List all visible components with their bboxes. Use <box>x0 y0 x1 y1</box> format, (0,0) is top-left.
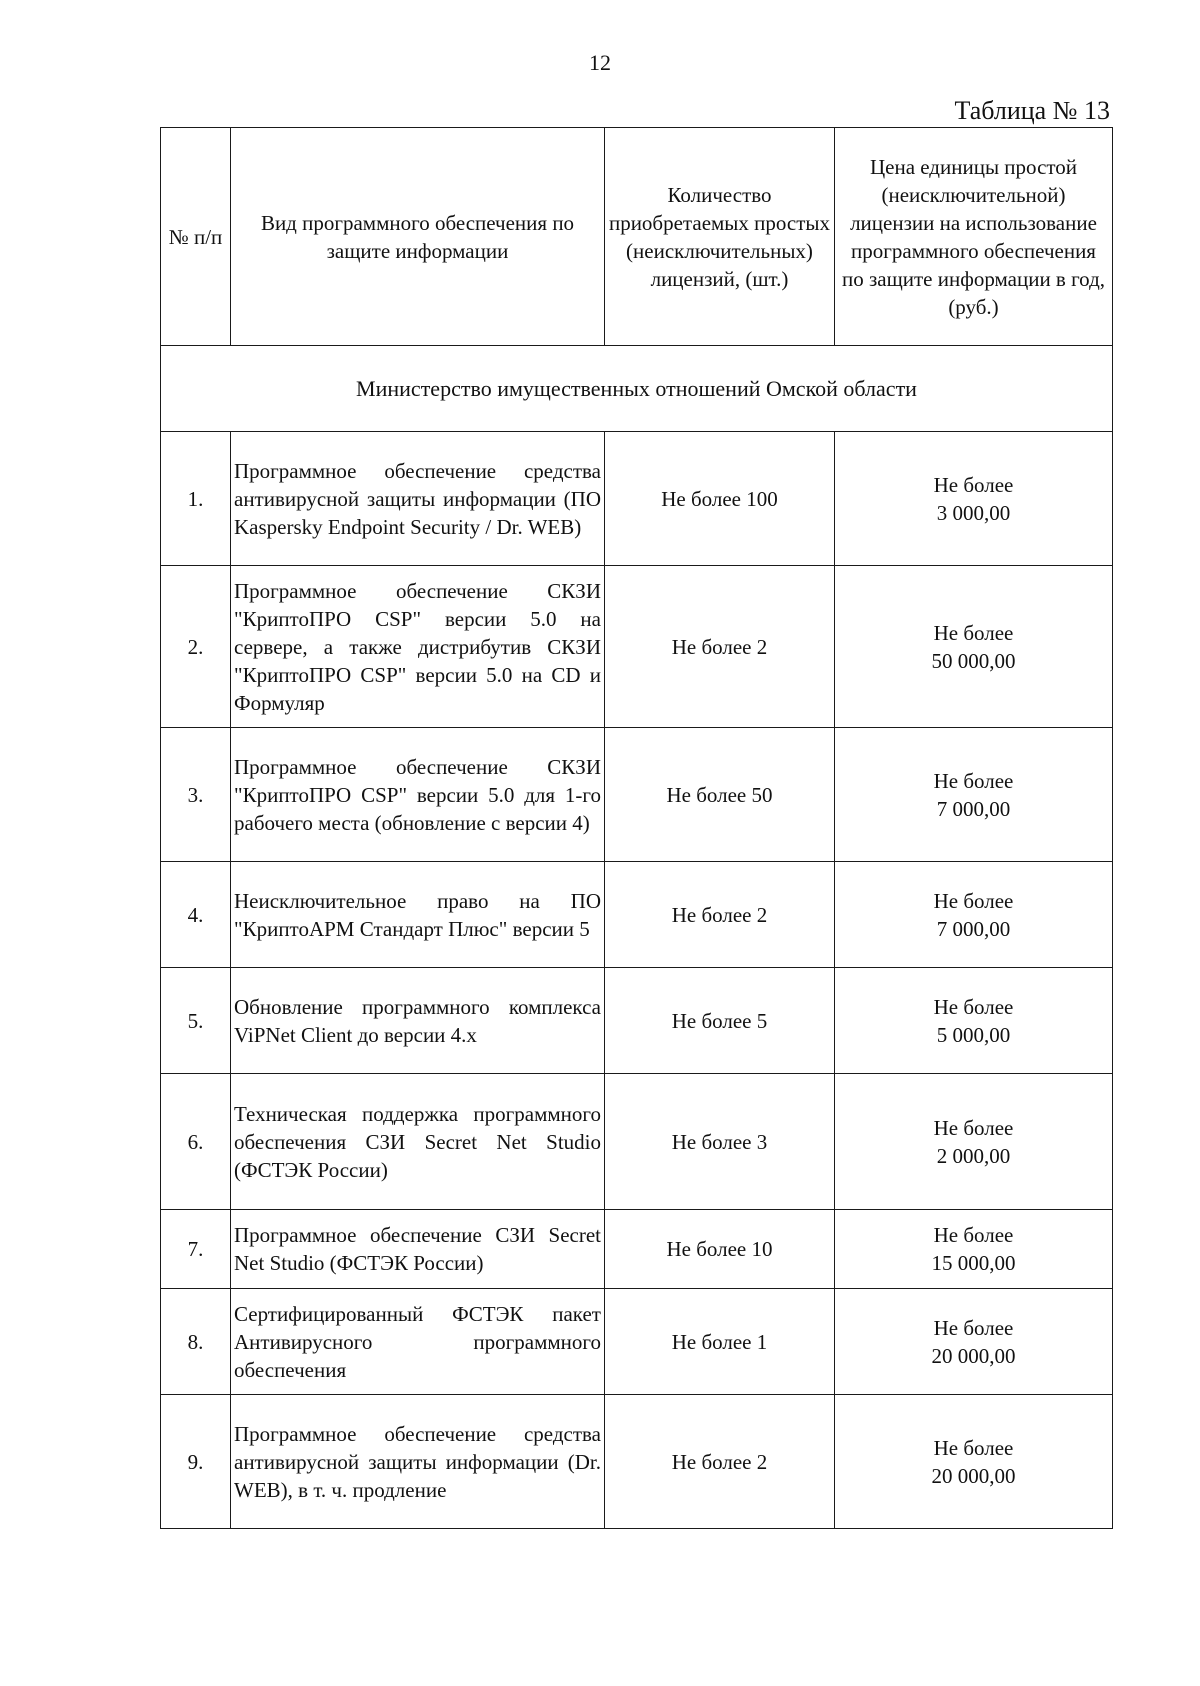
price-label: Не более <box>933 1115 1014 1140</box>
price-label: Не более <box>933 768 1014 793</box>
table-row <box>161 728 1113 862</box>
row-price <box>835 566 1113 728</box>
row-num: 1. <box>161 432 231 566</box>
price-label: Не более <box>933 1315 1014 1340</box>
row-name: Программное обеспечение средства антивирусной защиты информации (ПО Kaspersky Endpoint Security / Dr. WEB) <box>231 432 605 566</box>
row-qty: Не более 100 <box>605 432 835 566</box>
price-value: 20 000,00 <box>931 1343 1016 1368</box>
row-qty: Не более 3 <box>605 1074 835 1210</box>
row-qty: Не более 50 <box>605 728 835 862</box>
price-value: 5 000,00 <box>936 1022 1011 1047</box>
price-value: 20 000,00 <box>931 1463 1016 1488</box>
row-price <box>835 432 1113 566</box>
table-row <box>161 1395 1113 1529</box>
row-price <box>835 1395 1113 1529</box>
row-num: 4. <box>161 862 231 968</box>
price-value: 15 000,00 <box>931 1251 1016 1275</box>
table-row <box>161 432 1113 566</box>
table-row <box>161 1289 1113 1395</box>
row-name: Неисключительное право на ПО "КриптоАРМ Стандарт Плюс" версии 5 <box>231 862 605 968</box>
page-number: 12 <box>589 50 611 75</box>
row-num: 9. <box>161 1395 231 1529</box>
row-qty: Не более 2 <box>605 1395 835 1529</box>
price-value: 3 000,00 <box>936 500 1011 525</box>
table-header-row <box>161 128 1113 346</box>
row-num: 6. <box>161 1074 231 1210</box>
price-value: 50 000,00 <box>931 648 1016 673</box>
header-price: Цена единицы простой (неисключительной) лицензии на использование программного обеспечения по защите информации в год, (руб.) <box>835 128 1113 346</box>
header-num: № п/п <box>161 128 231 346</box>
price-value: 7 000,00 <box>936 796 1011 821</box>
row-num: 2. <box>161 566 231 728</box>
row-name: Сертифицированный ФСТЭК пакет Антивирусного программного обеспечения <box>231 1289 605 1395</box>
price-label: Не более <box>933 994 1014 1019</box>
table-caption: Таблица № 13 <box>954 96 1110 125</box>
price-value: 2 000,00 <box>936 1143 1011 1168</box>
row-price <box>835 1210 1113 1289</box>
price-label: Не более <box>933 1435 1014 1460</box>
row-price <box>835 968 1113 1074</box>
row-qty: Не более 5 <box>605 968 835 1074</box>
row-num: 7. <box>161 1210 231 1289</box>
header-qty: Количество приобретаемых простых (неисключительных) лицензий, (шт.) <box>605 128 835 346</box>
row-price <box>835 1074 1113 1210</box>
row-name: Техническая поддержка программного обеспечения СЗИ Secret Net Studio (ФСТЭК России) <box>231 1074 605 1210</box>
row-name: Программное обеспечение СКЗИ "КриптоПРО CSP" версии 5.0 на сервере, а также дистрибутив СКЗИ "КриптоПРО CSP" версии 5.0 на CD и Формуляр <box>231 566 605 728</box>
row-name: Программное обеспечение СЗИ Secret Net Studio (ФСТЭК России) <box>231 1210 605 1289</box>
row-price <box>835 862 1113 968</box>
row-name: Программное обеспечение СКЗИ "КриптоПРО CSP" версии 5.0 для 1-го рабочего места (обновление с версии 4) <box>231 728 605 862</box>
price-label: Не более <box>933 472 1014 497</box>
row-num: 5. <box>161 968 231 1074</box>
row-num: 3. <box>161 728 231 862</box>
table-row <box>161 1210 1113 1289</box>
table-row <box>161 968 1113 1074</box>
row-num: 8. <box>161 1289 231 1395</box>
price-label: Не более <box>933 1223 1014 1247</box>
row-name: Обновление программного комплекса ViPNet Client до версии 4.x <box>231 968 605 1074</box>
header-name: Вид программного обеспечения по защите информации <box>231 128 605 346</box>
row-name: Программное обеспечение средства антивирусной защиты информации (Dr. WEB), в т. ч. продление <box>231 1395 605 1529</box>
table-row <box>161 566 1113 728</box>
price-label: Не более <box>933 620 1014 645</box>
section-row <box>161 346 1113 432</box>
price-value: 7 000,00 <box>936 916 1011 941</box>
license-table <box>160 127 1113 1529</box>
row-qty: Не более 10 <box>605 1210 835 1289</box>
row-price <box>835 1289 1113 1395</box>
table-row <box>161 1074 1113 1210</box>
row-price <box>835 728 1113 862</box>
row-qty: Не более 2 <box>605 566 835 728</box>
price-label: Не более <box>933 888 1014 913</box>
row-qty: Не более 1 <box>605 1289 835 1395</box>
row-qty: Не более 2 <box>605 862 835 968</box>
table-row <box>161 862 1113 968</box>
section-title: Министерство имущественных отношений Омской области <box>161 346 1113 432</box>
